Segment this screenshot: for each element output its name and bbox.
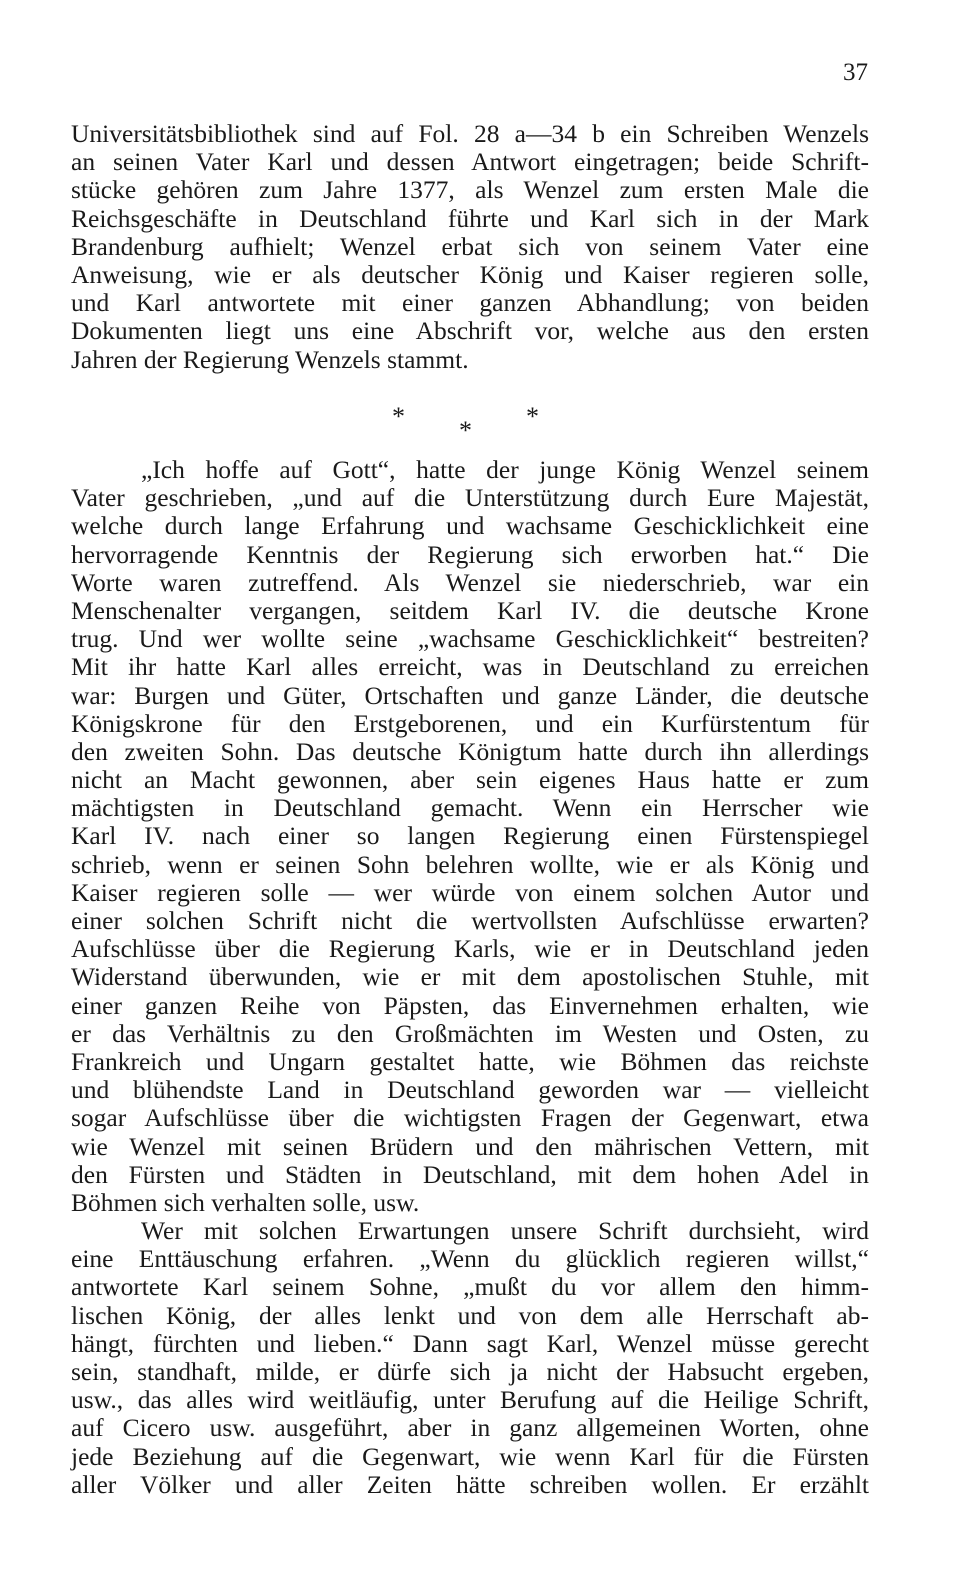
text-line: Jahren der Regierung Wenzels stammt. (71, 344, 469, 374)
text-line: er das Verhältnis zu den Großmächten im Westen und Osten, zu (71, 1018, 869, 1048)
text-line: und Karl antwortete mit einer ganzen Abhandlung; von beiden (71, 288, 869, 318)
text-line: lischen König, der alles lenkt und von dem alle Herrschaft ab- (71, 1300, 869, 1330)
text-line: Frankreich und Ungarn gestaltet hatte, wie Böhmen das reichste (71, 1046, 869, 1076)
text-line: Dokumenten liegt uns eine Abschrift vor, welche aus den ersten (71, 316, 869, 346)
text-line: auf Cicero usw. ausgeführt, aber in ganz allgemeinen Worten, ohne (71, 1413, 869, 1443)
separator-star: * (459, 416, 472, 445)
text-line: jede Beziehung auf die Gegenwart, wie wenn Karl für die Fürsten (71, 1441, 869, 1471)
text-line: „Ich hoffe auf Gott“, hatte der junge König Wenzel seinem (141, 455, 869, 484)
text-line: Kaiser regieren solle — wer würde von einem solchen Autor und (71, 877, 869, 907)
text-line: Reichsgeschäfte in Deutschland führte und Karl sich in der Mark (71, 203, 869, 233)
text-line: antwortete Karl seinem Sohne, „mußt du vor allem den himm- (71, 1272, 869, 1302)
text-line: mächtigsten in Deutschland gemacht. Wenn ein Herrscher wie (71, 793, 869, 823)
text-line: Worte waren zutreffend. Als Wenzel sie niederschrieb, war ein (71, 567, 869, 597)
text-line: Karl IV. nach einer so langen Regierung einen Fürstenspiegel (71, 821, 869, 851)
text-line: nicht an Macht gewonnen, aber sein eigenes Haus hatte er zum (71, 765, 869, 795)
text-line: Mit ihr hatte Karl alles erreicht, was in Deutschland zu erreichen (71, 652, 869, 682)
text-line: Widerstand überwunden, wie er mit dem apostolischen Stuhle, mit (71, 962, 869, 992)
text-line: welche durch lange Erfahrung und wachsame Geschicklichkeit eine (71, 511, 869, 541)
text-line: hervorragende Kenntnis der Regierung sich erworben hat.“ Die (71, 539, 869, 569)
text-line: stücke gehören zum Jahre 1377, als Wenzel zum ersten Male die (71, 175, 869, 205)
text-line: war: Burgen und Güter, Ortschaften und ganze Länder, die deutsche (71, 680, 869, 710)
text-line: wie Wenzel mit seinen Brüdern und den mährischen Vettern, mit (71, 1131, 869, 1161)
text-line: Aufschlüsse über die Regierung Karls, wie er in Deutschland jeden (71, 934, 869, 964)
text-line: aller Völker und aller Zeiten hätte schreiben wollen. Er erzählt (71, 1469, 869, 1499)
text-line: eine Enttäuschung erfahren. „Wenn du glücklich regieren willst,“ (71, 1244, 869, 1274)
page-number: 37 (843, 59, 868, 86)
text-line: Böhmen sich verhalten solle, usw. (71, 1187, 420, 1217)
paragraph-1 (71, 120, 869, 374)
text-line: Wer mit solchen Erwartungen unsere Schrift durchsieht, wird (141, 1216, 869, 1246)
text-line: sein, standhaft, milde, er dürfe sich ja nicht der Habsucht ergeben, (71, 1357, 869, 1386)
text-line: Brandenburg aufhielt; Wenzel erbat sich von seinem Vater eine (71, 231, 869, 261)
text-line: Universitätsbibliothek sind auf Fol. 28 a—34 b ein Schreiben Wenzels (71, 119, 869, 148)
text-line: trug. Und wer wollte seine „wachsame Geschicklichkeit“ bestreiten? (71, 624, 869, 654)
separator-star: * (392, 402, 405, 431)
text-line: den zweiten Sohn. Das deutsche Königtum hatte durch ihn allerdings (71, 736, 869, 766)
text-line: usw., das alles wird weitläufig, unter Berufung auf die Heilige Schrift, (71, 1385, 869, 1415)
text-line: den Fürsten und Städten in Deutschland, mit dem hohen Adel in (71, 1159, 869, 1189)
separator-star: * (526, 402, 539, 431)
text-line: sogar Aufschlüsse über die wichtigsten Fragen der Gegenwart, etwa (71, 1103, 869, 1133)
text-line: an seinen Vater Karl und dessen Antwort eingetragen; beide Schrift- (71, 147, 869, 177)
text-line: hängt, fürchten und lieben.“ Dann sagt Karl, Wenzel müsse gerecht (71, 1328, 869, 1358)
paragraph-2 (71, 456, 869, 1499)
text-line: Vater geschrieben, „und auf die Unterstützung durch Eure Majestät, (71, 483, 869, 513)
text-line: einer ganzen Reihe von Päpsten, das Einvernehmen erhalten, wie (71, 990, 869, 1020)
text-line: Menschenalter vergangen, seitdem Karl IV. die deutsche Krone (71, 595, 869, 625)
text-line: und blühendste Land in Deutschland geworden war — vielleicht (71, 1075, 869, 1105)
text-line: einer solchen Schrift nicht die wertvollsten Aufschlüsse erwarten? (71, 906, 869, 935)
text-line: schrieb, wenn er seinen Sohn belehren wollte, wie er als König und (71, 849, 869, 879)
text-line: Königskrone für den Erstgeborenen, und ein Kurfürstentum für (71, 708, 869, 738)
text-line: Anweisung, wie er als deutscher König und Kaiser regieren solle, (71, 259, 869, 289)
